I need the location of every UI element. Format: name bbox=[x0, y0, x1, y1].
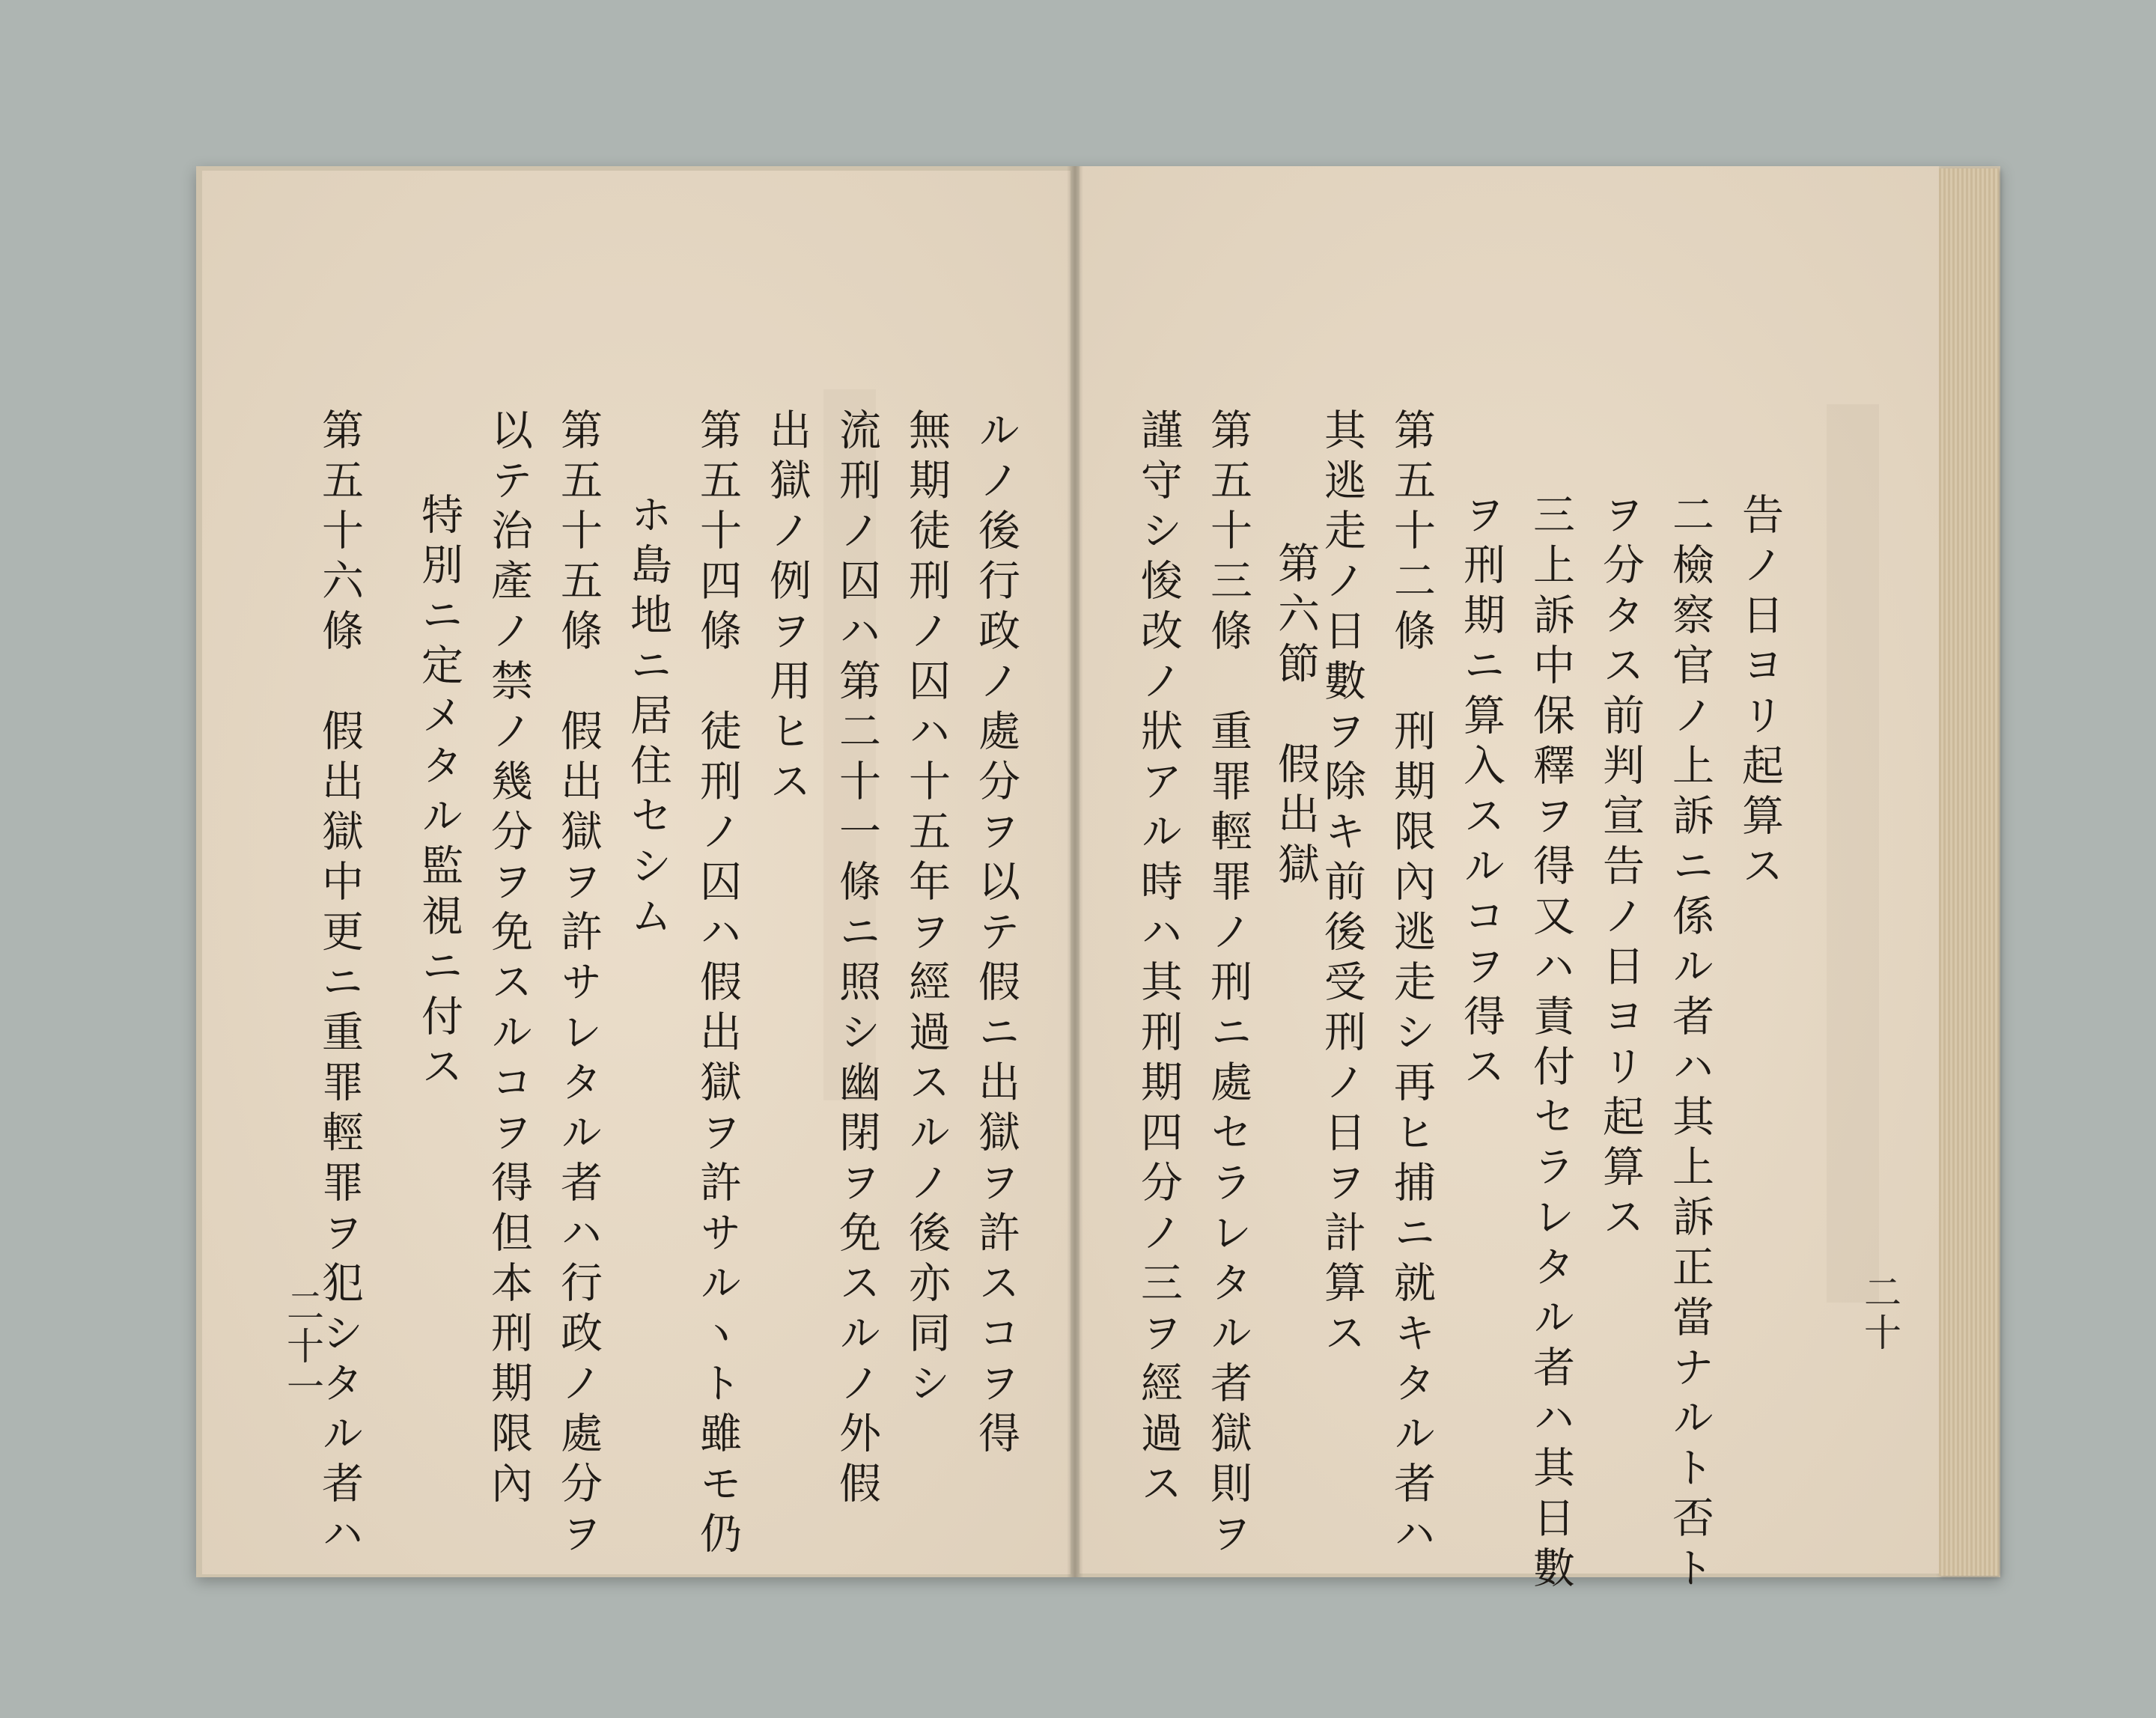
left-page-line-1: ルノ後行政ノ處分ヲ以テ假ニ出獄ヲ許スコヲ得 bbox=[972, 408, 1020, 1461]
right-page-line-1: 告ノ日ヨリ起算ス bbox=[1735, 493, 1784, 894]
left-page-line-3: 流刑ノ囚ハ第二十一條ニ照シ幽閉ヲ免スルノ外假 bbox=[832, 408, 881, 1511]
page-edges bbox=[1939, 168, 1999, 1576]
left-page-line-2: 無期徒刑ノ囚ハ十五年ヲ經過スルノ後亦同シ bbox=[902, 408, 951, 1411]
left-page-line-4: 出獄ノ例ヲ用ヒス bbox=[763, 408, 811, 809]
right-page-number: 二十 bbox=[1858, 1273, 1901, 1353]
show-through-shadow bbox=[1827, 404, 1879, 1303]
left-page-line-9: 特別ニ定メタル監視ニ付ス bbox=[415, 493, 463, 1094]
right-page-line-7: 其逃走ノ日數ヲ除キ前後受刑ノ日ヲ計算ス bbox=[1318, 408, 1366, 1361]
left-page-line-7: 第五十五條 假出獄ヲ許サレタル者ハ行政ノ處分ヲ bbox=[554, 408, 603, 1562]
left-page-line-8: 以テ治產ノ禁ノ幾分ヲ免スルコヲ得但本刑期限內 bbox=[484, 408, 533, 1511]
right-page-line-10: 謹守シ悛改ノ狀アル時ハ其刑期四分ノ三ヲ經過ス bbox=[1134, 408, 1183, 1511]
right-page-line-5: ヲ刑期ニ算入スルコヲ得ス bbox=[1457, 493, 1505, 1094]
left-page-number: 二十一 bbox=[281, 1286, 324, 1407]
right-page-section-heading: 第六節 假出獄 bbox=[1271, 541, 1320, 892]
right-page-line-3: ヲ分タス前判宣告ノ日ヨリ起算ス bbox=[1596, 493, 1645, 1245]
left-page-line-6: ホ島地ニ居住セシム bbox=[624, 493, 672, 944]
book-gutter bbox=[1067, 166, 1083, 1577]
right-page-line-4: 三上訴中保釋ヲ得又ハ責付セラレタル者ハ其日數 bbox=[1526, 493, 1575, 1596]
left-page-line-5: 第五十四條 徒刑ノ囚ハ假出獄ヲ許サルヽト雖モ仍 bbox=[693, 408, 742, 1562]
right-page-line-2: 二檢察官ノ上訴ニ係ル者ハ其上訴正當ナルト否ト bbox=[1666, 493, 1714, 1596]
left-page-line-10: 第五十六條 假出獄中更ニ重罪輕罪ヲ犯シタル者ハ bbox=[315, 408, 364, 1562]
right-page-line-9: 第五十三條 重罪輕罪ノ刑ニ處セラレタル者獄則ヲ bbox=[1204, 408, 1252, 1562]
right-page-line-6: 第五十二條 刑期限內逃走シ再ヒ捕ニ就キタル者ハ bbox=[1387, 408, 1436, 1562]
